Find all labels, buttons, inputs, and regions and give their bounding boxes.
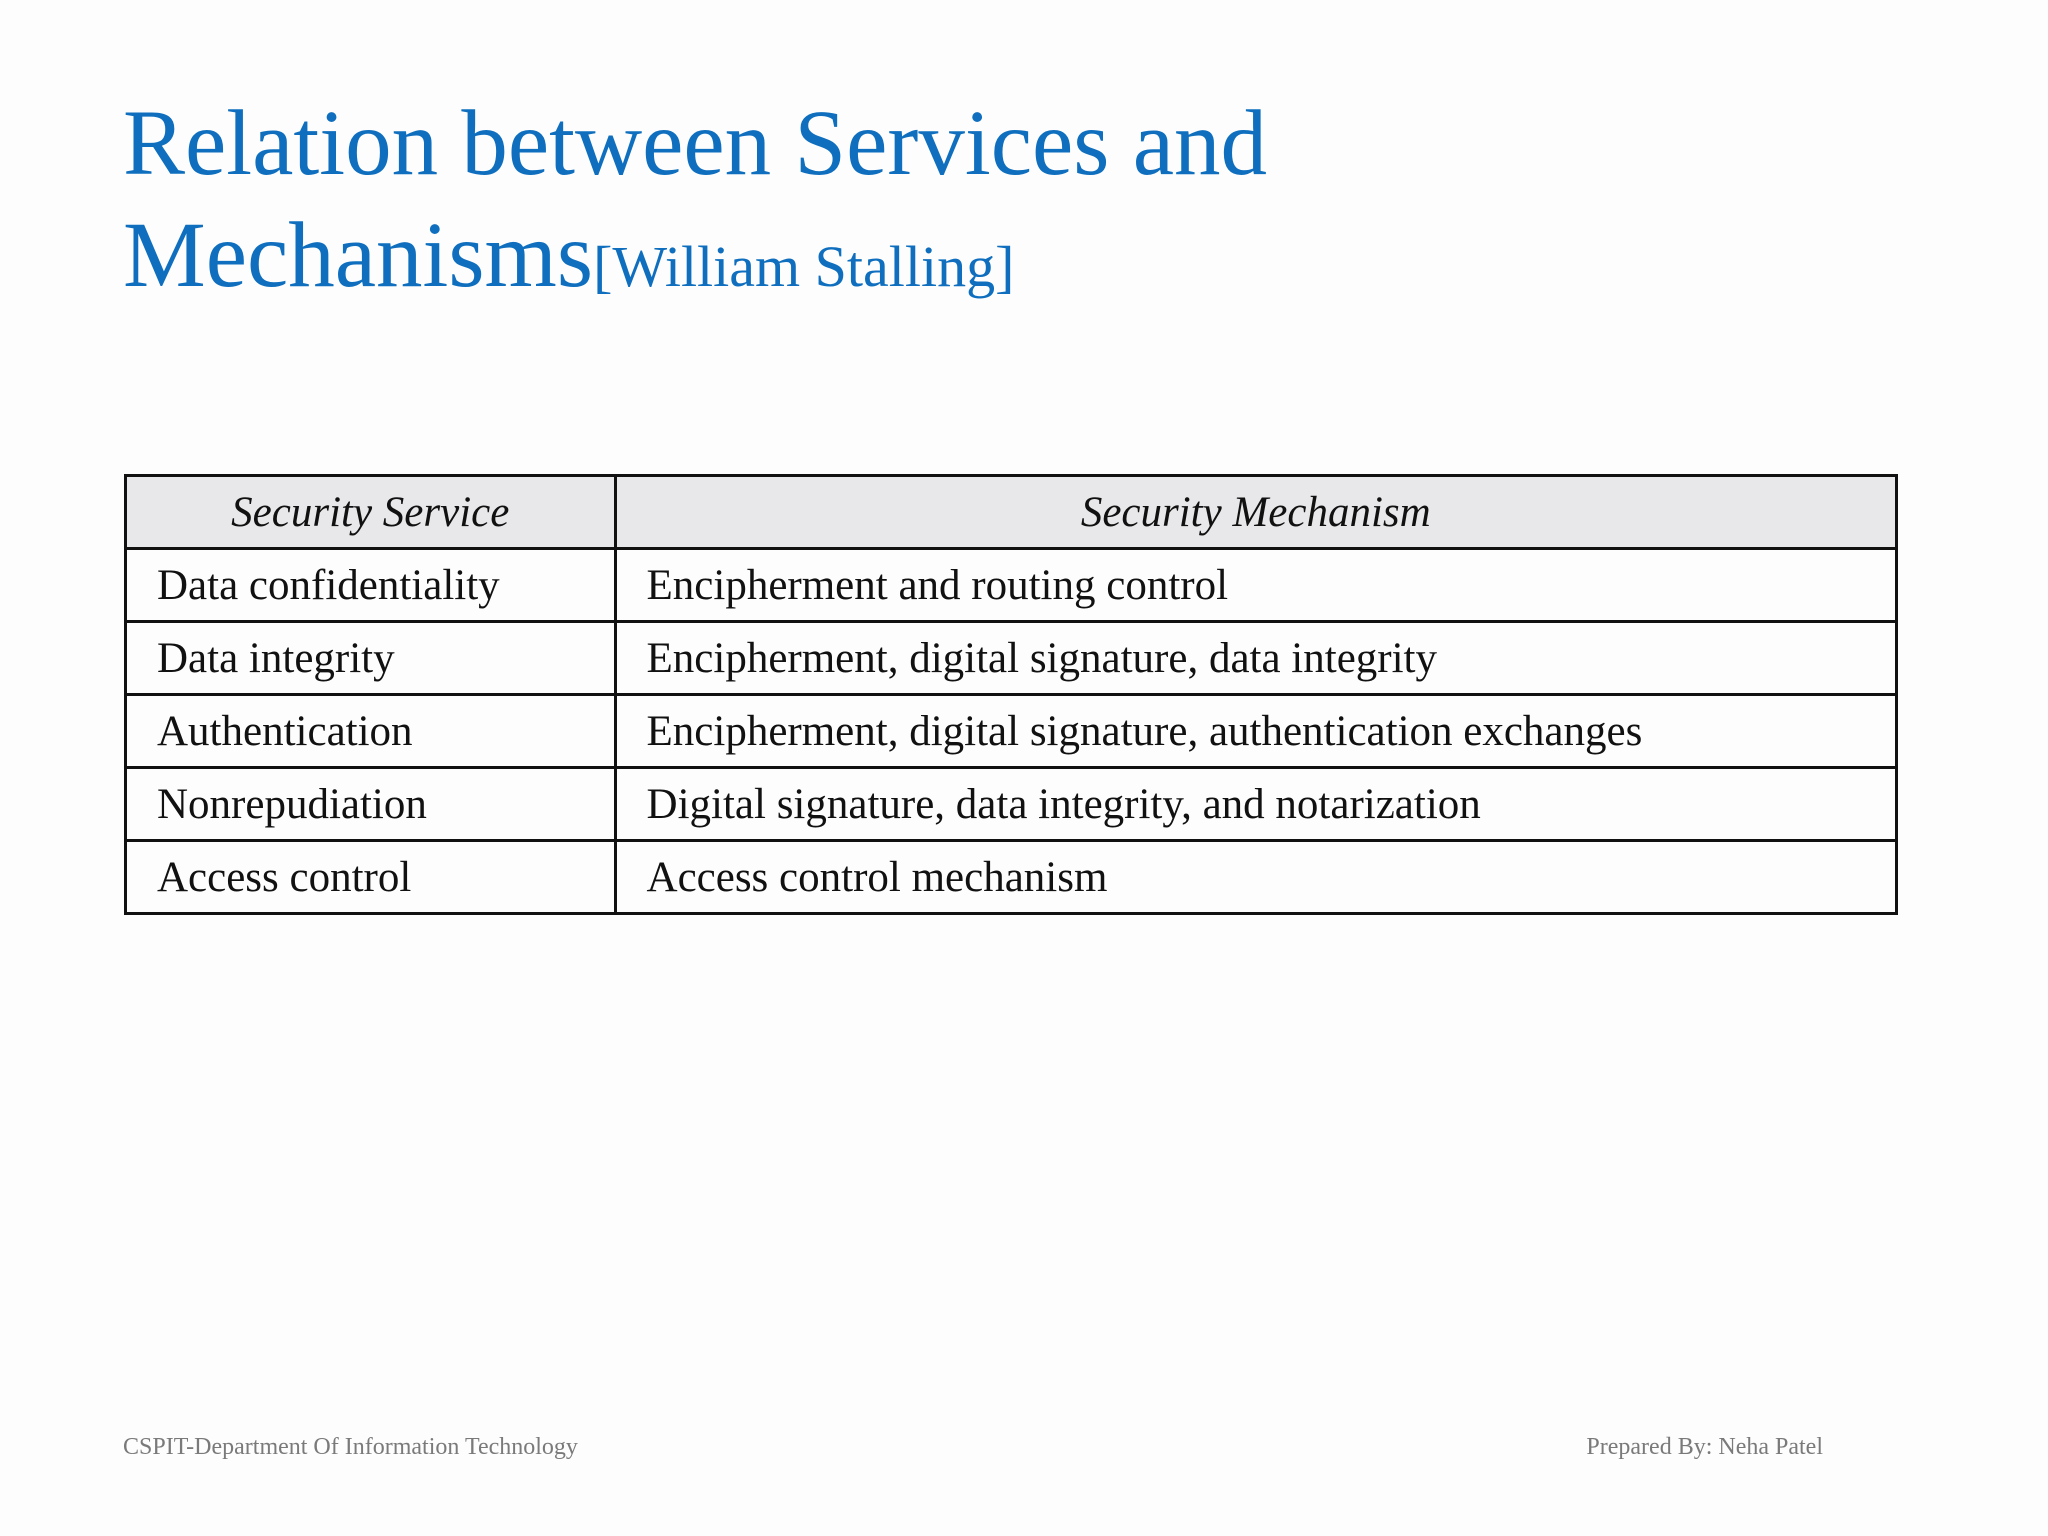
footer-author: Prepared By: Neha Patel [1586, 1434, 1823, 1460]
services-mechanisms-table [124, 474, 1898, 915]
service-cell: Nonrepudiation [126, 768, 616, 841]
header-security-mechanism: Security Mechanism [615, 476, 1896, 549]
service-cell: Data confidentiality [126, 549, 616, 622]
table-row [126, 695, 1897, 768]
table-header-row [126, 476, 1897, 549]
service-cell: Data integrity [126, 622, 616, 695]
table-row [126, 841, 1897, 914]
mechanism-cell: Access control mechanism [615, 841, 1896, 914]
title-main: Relation between Services and Mechanisms [123, 92, 1268, 307]
table-row [126, 768, 1897, 841]
slide-title [123, 88, 1623, 323]
title-citation: [William Stalling] [593, 234, 1015, 299]
services-mechanisms-table-container [124, 474, 1898, 915]
mechanism-cell: Digital signature, data integrity, and notarization [615, 768, 1896, 841]
footer-department: CSPIT-Department Of Information Technology [123, 1434, 578, 1460]
service-cell: Authentication [126, 695, 616, 768]
service-cell: Access control [126, 841, 616, 914]
mechanism-cell: Encipherment, digital signature, authentication exchanges [615, 695, 1896, 768]
mechanism-cell: Encipherment, digital signature, data integrity [615, 622, 1896, 695]
mechanism-cell: Encipherment and routing control [615, 549, 1896, 622]
table-row [126, 549, 1897, 622]
table-row [126, 622, 1897, 695]
header-security-service: Security Service [126, 476, 616, 549]
